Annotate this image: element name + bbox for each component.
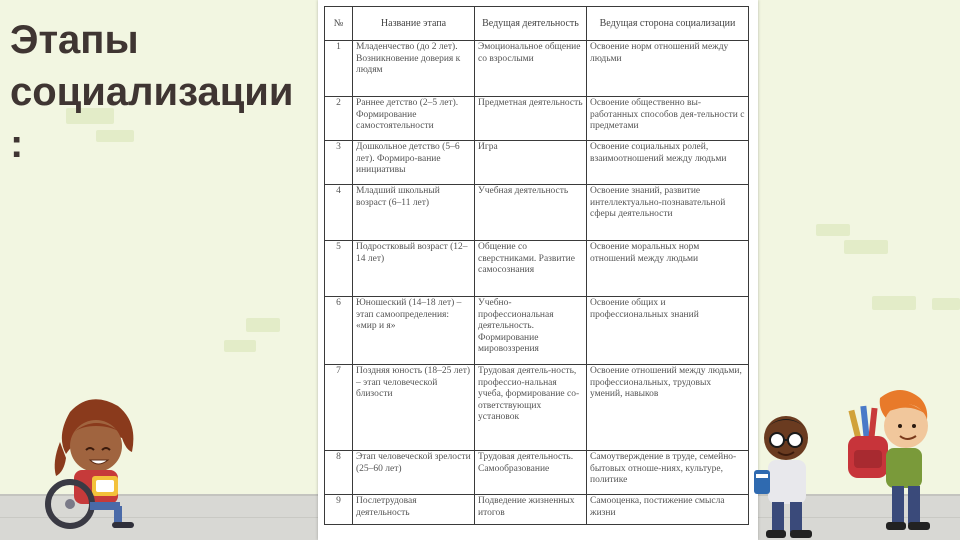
socialization-side: Освоение общественно вы-работанных способов дея-тельности с предметами — [587, 97, 749, 141]
socialization-stages-table — [324, 6, 749, 525]
leading-activity: Подведение жизненных итогов — [475, 495, 587, 525]
slide-title — [10, 14, 310, 170]
title-line-1: Этапы — [10, 18, 139, 62]
leading-activity: Трудовая деятельность. Самообразование — [475, 451, 587, 495]
leading-activity: Игра — [475, 141, 587, 185]
socialization-side: Освоение общих и профессиональных знаний — [587, 297, 749, 365]
table-row — [325, 451, 749, 495]
header-stage-name: Название этапа — [353, 7, 475, 41]
table-row — [325, 241, 749, 297]
stage-name: Младенчество (до 2 лет). Возникновение доверия к людям — [353, 41, 475, 97]
socialization-side: Освоение моральных норм отношений между людьми — [587, 241, 749, 297]
row-number: 5 — [325, 241, 353, 297]
table-row — [325, 141, 749, 185]
girl-wheelchair-illustration — [30, 392, 150, 532]
table-header-row — [325, 7, 749, 41]
leading-activity: Предметная деятельность — [475, 97, 587, 141]
row-number: 7 — [325, 365, 353, 451]
row-number: 9 — [325, 495, 353, 525]
stage-name: Юношеский (14–18 лет) – этап самоопределения: «мир и я» — [353, 297, 475, 365]
table-row — [325, 365, 749, 451]
row-number: 8 — [325, 451, 353, 495]
scanned-document — [318, 0, 758, 540]
background-decoration — [844, 240, 888, 254]
socialization-side: Освоение норм отношений между людьми — [587, 41, 749, 97]
row-number: 1 — [325, 41, 353, 97]
socialization-side: Освоение отношений между людьми, профессиональных, трудовых умений, навыков — [587, 365, 749, 451]
leading-activity: Учебно-профессиональная деятельность. Формирование мировоззрения — [475, 297, 587, 365]
socialization-side: Самоутверждение в труде, семейно-бытовых отноше-ниях, культуре, политике — [587, 451, 749, 495]
stage-name: Этап человеческой зрелости (25–60 лет) — [353, 451, 475, 495]
stage-name: Поздняя юность (18–25 лет) – этап человеческой близости — [353, 365, 475, 451]
background-decoration — [932, 298, 960, 310]
row-number: 4 — [325, 185, 353, 241]
row-number: 3 — [325, 141, 353, 185]
row-number: 6 — [325, 297, 353, 365]
leading-activity: Эмоциональное общение со взрослыми — [475, 41, 587, 97]
table-row — [325, 185, 749, 241]
table-row — [325, 495, 749, 525]
stage-name: Дошкольное детство (5–6 лет). Формиро-вание инициативы — [353, 141, 475, 185]
stage-name: Подростковый возраст (12–14 лет) — [353, 241, 475, 297]
table-row — [325, 97, 749, 141]
background-decoration — [224, 340, 256, 352]
boy-backpack-illustration — [840, 388, 950, 538]
row-number: 2 — [325, 97, 353, 141]
table-row — [325, 297, 749, 365]
stage-name: Раннее детство (2–5 лет). Формирование самостоятельности — [353, 97, 475, 141]
boy-glasses-illustration — [748, 412, 828, 540]
socialization-side: Освоение знаний, развитие интеллектуально-познавательной сферы деятельности — [587, 185, 749, 241]
leading-activity: Учебная деятельность — [475, 185, 587, 241]
title-line-2: социализации : — [10, 70, 294, 166]
leading-activity: Общение со сверстниками. Развитие самосознания — [475, 241, 587, 297]
leading-activity: Трудовая деятель-ность, профессио-нальная учеба, формирование со-ответствующих установок — [475, 365, 587, 451]
stage-name: Младший школьный возраст (6–11 лет) — [353, 185, 475, 241]
header-socialization-side: Ведущая сторона социализации — [587, 7, 749, 41]
background-decoration — [872, 296, 916, 310]
socialization-side: Самооценка, постижение смысла жизни — [587, 495, 749, 525]
header-leading-activity: Ведущая деятельность — [475, 7, 587, 41]
table-row — [325, 41, 749, 97]
stage-name: Послетрудовая деятельность — [353, 495, 475, 525]
background-decoration — [816, 224, 850, 236]
background-decoration — [246, 318, 280, 332]
socialization-side: Освоение социальных ролей, взаимоотношений между людьми — [587, 141, 749, 185]
header-number: № — [325, 7, 353, 41]
